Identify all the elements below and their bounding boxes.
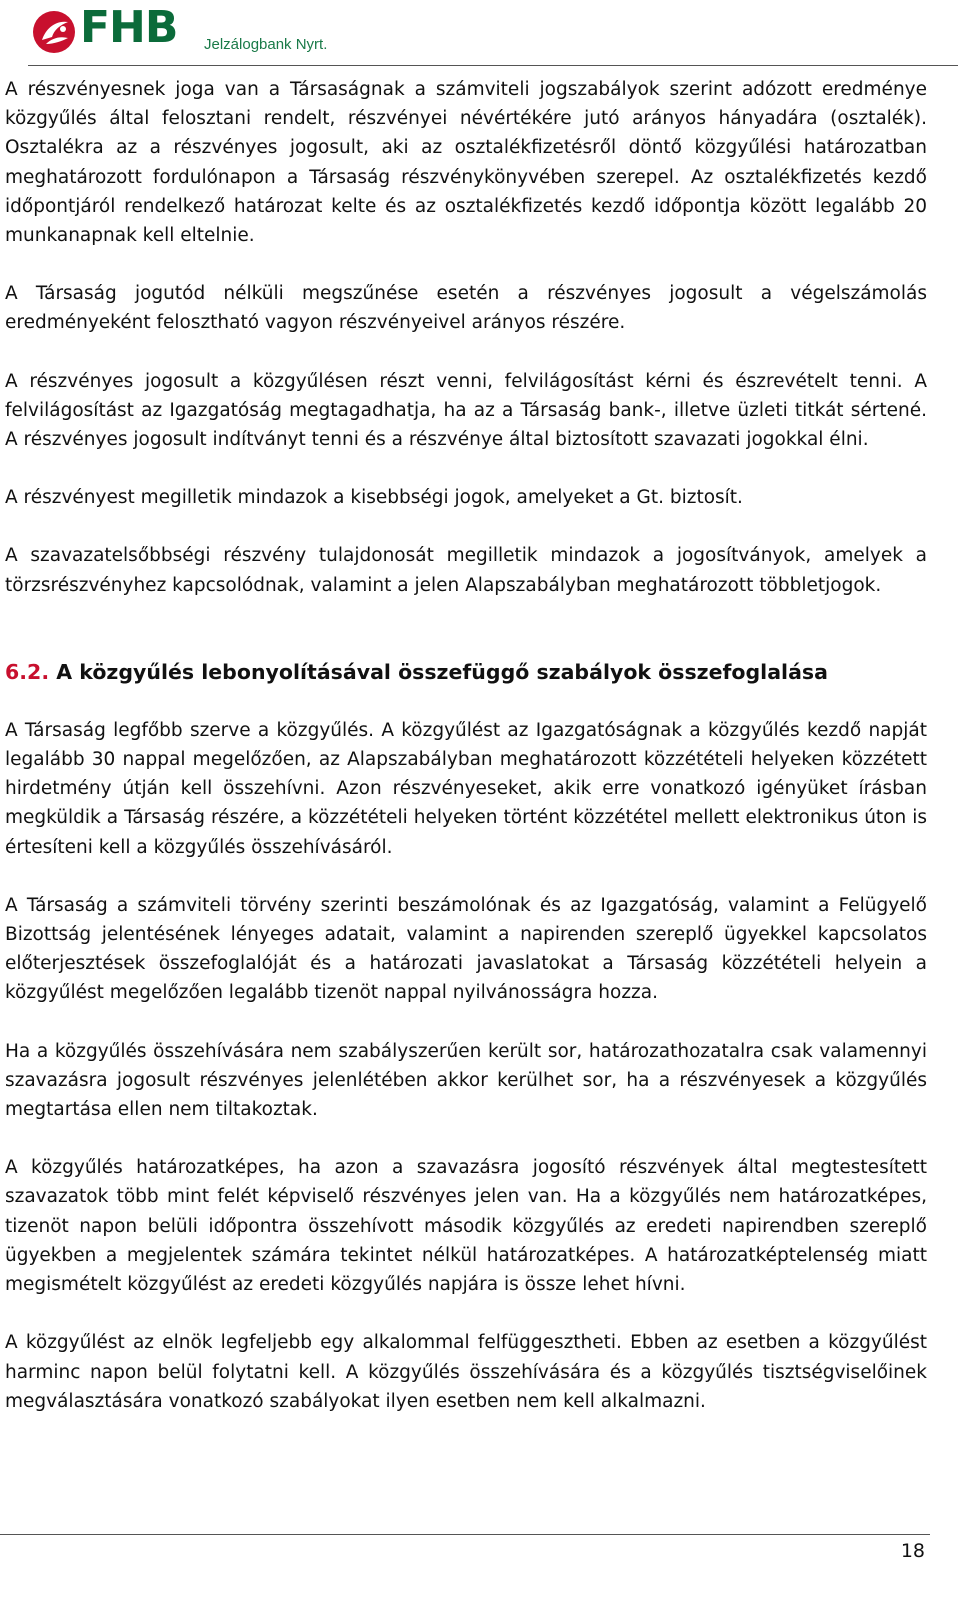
paragraph: A közgyűlést az elnök legfeljebb egy alkalommal felfüggesztheti. Ebben az esetben a közgyűlést harminc napon belül folytatni kell. A közgyűlés összehívására és a közgyűlés tisztségviselőinek megválasztására vonatkozó szabályokat ilyen esetben nem kell alkalmazni. <box>5 1332 927 1412</box>
paragraph: Ha a közgyűlés összehívására nem szabályszerűen került sor, határozathozatalra csak valamennyi szavazásra jogosult részvényes jelenlétében akkor kerülhet sor, ha a részvényesek a közgyűlés megtartása ellen nem tiltakoztak. <box>5 1040 927 1121</box>
fhb-emblem-icon <box>32 10 76 54</box>
section-heading <box>5 658 927 687</box>
logo-subtitle: Jelzálogbank Nyrt. <box>204 36 328 53</box>
page-number: 18 <box>900 1540 925 1562</box>
header-divider <box>28 65 958 66</box>
document-body <box>5 75 927 1416</box>
paragraph: A Társaság a számviteli törvény szerinti beszámolónak és az Igazgatóság, valamint a Felügyelő Bizottság jelentésének lényeges adatait, valamint a napirenden szereplő ügyekkel kapcsolatos előterjesztések összefoglalóját és a határozati javaslatokat a Társaság közzétételi helyein a közgyűlést megelőzően legalább tizenöt nappal nyilvánosságra hozza. <box>5 894 927 1004</box>
footer-divider <box>0 1534 930 1535</box>
paragraph: A részvényes jogosult a közgyűlésen részt venni, felvilágosítást kérni és észrevételt tenni. A felvilágosítást az Igazgatóság megtagadhatja, ha az a Társaság bank-, illetve üzleti titkát sértené. A részvényes jogosult indítványt tenni és a részvénye által biztosított szavazati jogokkal élni. <box>5 370 927 451</box>
paragraph: A közgyűlés határozatképes, ha azon a szavazásra jogosító részvények által megtestesített szavazatok több mint felét képviselő részvényes jelen van. Ha a közgyűlés nem határozatképes, tizenöt napon belüli időpontra összehívott második közgyűlés az eredeti napirendben szereplő ügyekben a megjelentek számára tekintet nélkül határozatképes. A határozatképtelenség miatt megismételt közgyűlést az eredeti közgyűlés napjára is össze lehet hívni. <box>5 1157 927 1296</box>
page-header <box>28 2 928 58</box>
paragraph: A részvényest megilletik mindazok a kisebbségi jogok, amelyeket a Gt. biztosít. <box>5 487 743 509</box>
paragraph: A Társaság jogutód nélküli megszűnése esetén a részvényes jogosult a végelszámolás eredményeként felosztható vagyon részvényeivel arányos részére. <box>5 283 927 334</box>
section-number: 6.2. <box>5 659 50 684</box>
paragraph: A részvényesnek joga van a Társaságnak a számviteli jogszabályok szerint adózott eredménye közgyűlés által felosztani rendelt, részvényei névértékére jutó arányos hányadára (osztalék). Osztalékra az a részvényes jogosult, aki az osztalékfizetésről döntő közgyűlési határozatban meghatározott fordulónapon a Társaság részvénykönyvében szerepel. Az osztalékfizetés kezdő időpontjáról rendelkező határozat kelte és az osztalékfizetés kezdő időpontja között legalább 20 munkanapnak kell eltelnie. <box>5 79 927 247</box>
paragraph: A szavazatelsőbbségi részvény tulajdonosát megilletik mindazok a jogosítványok, amelyek a törzsrészvényhez kapcsolódnak, valamint a jelen Alapszabályban meghatározott többletjogok. <box>5 545 927 596</box>
section-title: A közgyűlés lebonyolításával összefüggő szabályok összefoglalása <box>56 659 828 684</box>
logo-wordmark: FHB <box>80 2 178 53</box>
paragraph: A Társaság legfőbb szerve a közgyűlés. A közgyűlést az Igazgatóságnak a közgyűlés kezdő napját legalább 30 nappal megelőzően, az Alapszabályban meghatározott közzétételi helyeken közzétett hirdetmény útján kell összehívni. Azon részvényeseket, akik erre vonatkozó igényüket írásban megküldik a Társaság részére, a közzétételi helyeken történt közzététel mellett elektronikus úton is értesíteni kell a közgyűlés összehívásáról. <box>5 719 927 858</box>
fhb-logo <box>28 2 348 58</box>
